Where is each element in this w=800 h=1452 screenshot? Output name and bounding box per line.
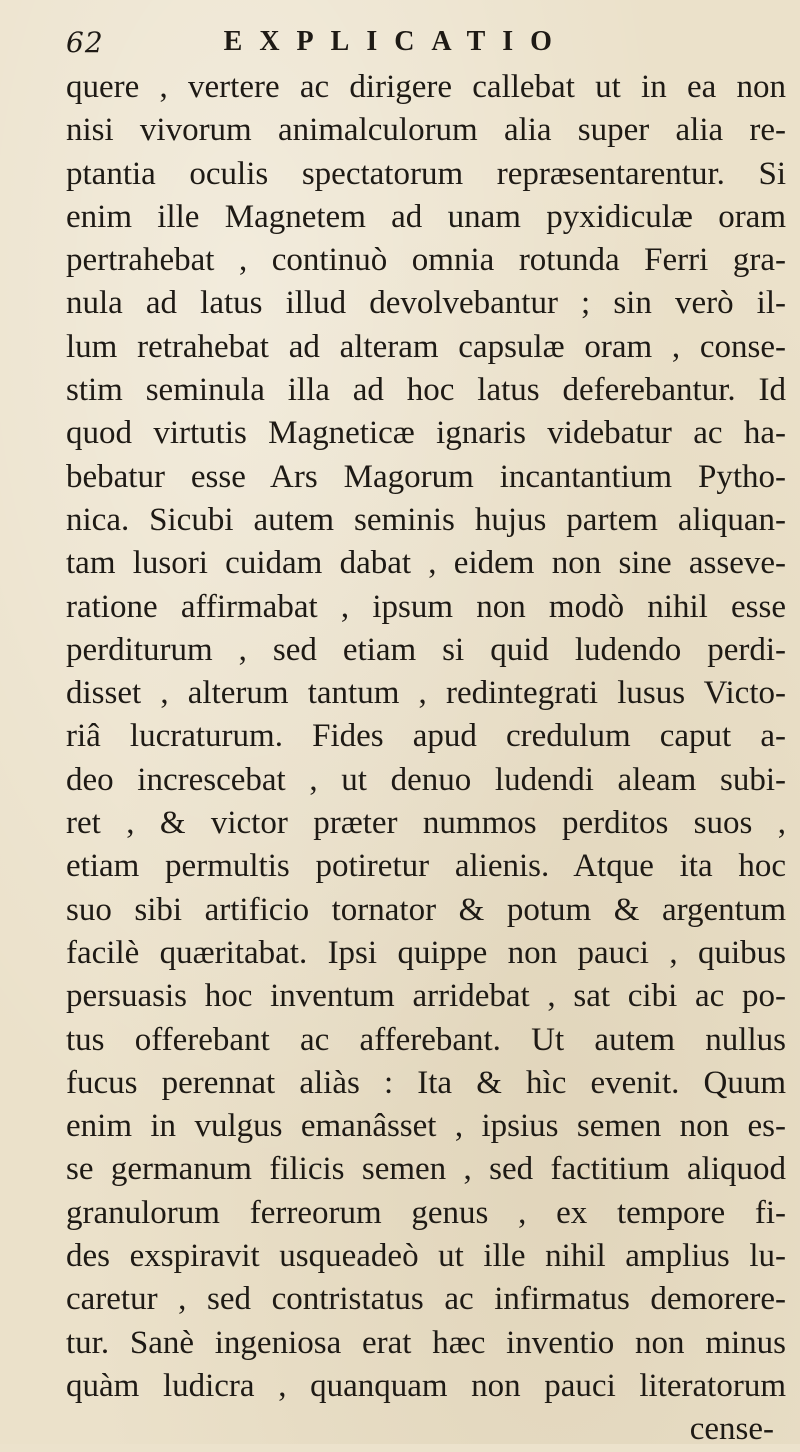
text-line: quere , vertere ac dirigere callebat ut in ea non [66,69,786,105]
text-line: tam lusori cuidam dabat , eidem non sine asseve- [66,545,786,582]
running-title: EXPLICATIO [223,26,569,57]
text-line: caretur , sed contristatus ac infirmatus demorere- [66,1281,786,1318]
text-line: etiam permultis potiretur alienis. Atque ita hoc [66,848,786,885]
page-header [66,22,680,62]
text-line: nula ad latus illud devolvebantur ; sin verò il- [66,285,786,322]
text-line: nica. Sicubi autem seminis hujus partem aliquan- [66,501,786,538]
text-line: nisi vivorum animalculorum alia super alia re- [66,112,786,149]
text-line: quod virtutis Magneticæ ignaris videbatur ac ha- [66,415,786,452]
text-line: riâ lucraturum. Fides apud credulum caput a- [66,718,786,755]
text-line: ret , & victor præter nummos perditos suos , [66,805,786,842]
catchword: cense- [689,1411,774,1448]
text-line: pertrahebat , continuò omnia rotunda Ferri gra- [66,242,786,279]
text-line: bebatur esse Ars Magorum incantantium Pytho- [66,458,786,495]
text-line: persuasis hoc inventum arridebat , sat cibi ac po- [66,978,786,1015]
text-line: granulorum ferreorum genus , ex tempore fi- [66,1194,786,1231]
body-text [66,66,786,1452]
text-line: enim in vulgus emanâsset , ipsius semen non es- [66,1108,786,1145]
text-line: deo increscebat , ut denuo ludendi aleam subi- [66,761,786,798]
text-line: tus offerebant ac afferebant. Ut autem nullus [66,1021,786,1058]
text-line: stim seminula illa ad hoc latus deferebantur. Id [66,372,786,409]
text-line: se germanum filicis semen , sed factitium aliquod [66,1151,786,1188]
text-line: fucus perennat aliàs : Ita & hìc evenit. Quum [66,1064,786,1101]
text-line: perditurum , sed etiam si quid ludendo perdi- [66,631,786,668]
text-line: quàm ludicra , quanquam non pauci literatorum [66,1367,786,1404]
text-line: suo sibi artificio tornator & potum & argentum [66,891,786,928]
text-line: ptantia oculis spectatorum repræsentarentur. Si [66,155,786,192]
text-line: tur. Sanè ingeniosa erat hæc inventio non minus [66,1324,786,1361]
text-line: ratione affirmabat , ipsum non modò nihil esse [66,588,786,625]
text-line: lum retrahebat ad alteram capsulæ oram , conse- [66,328,786,365]
page-number: 62 [66,25,104,59]
text-line: facilè quæritabat. Ipsi quippe non pauci , quibus [66,934,786,971]
text-line: disset , alterum tantum , redintegrati lusus Victo- [66,675,786,712]
text-line: enim ille Magnetem ad unam pyxidiculæ oram [66,198,786,235]
text-line: des exspiravit usqueadeò ut ille nihil amplius lu- [66,1238,786,1275]
